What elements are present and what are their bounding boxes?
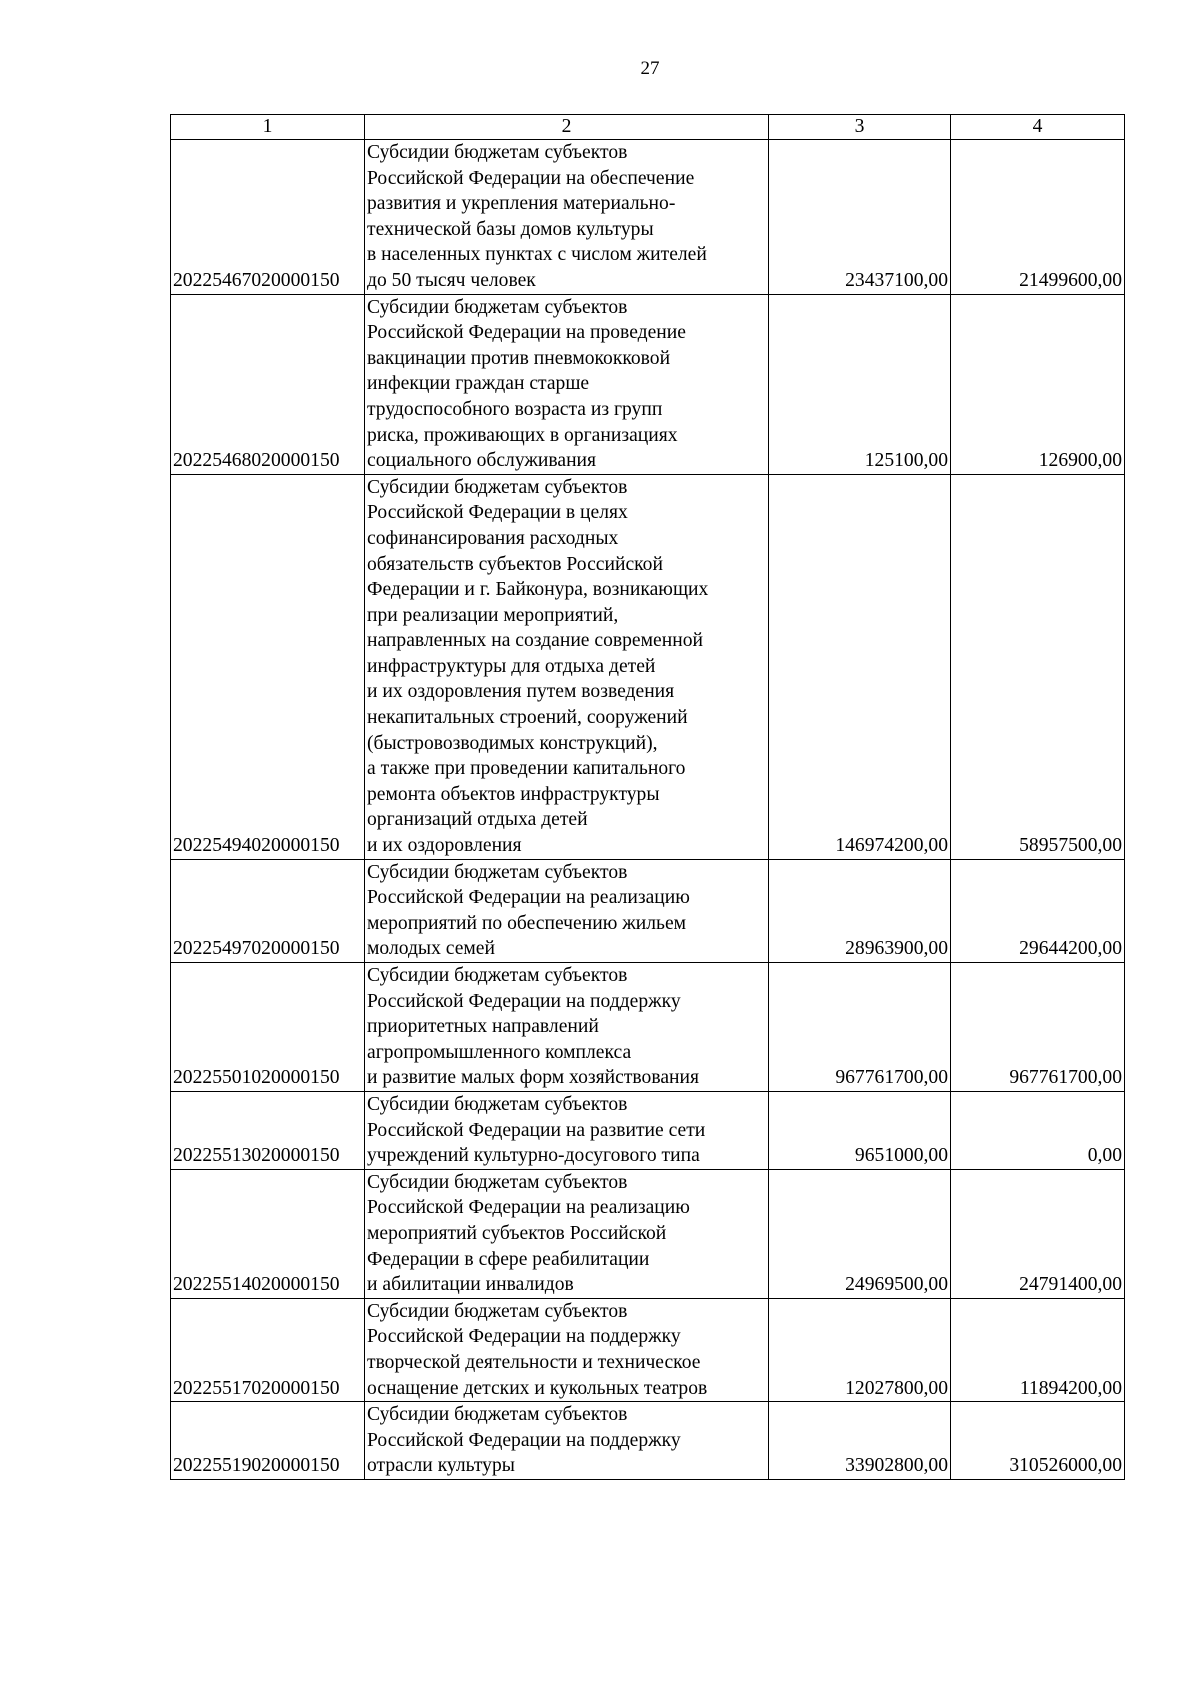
row-value-4: 21499600,00: [951, 140, 1125, 295]
row-name: Субсидии бюджетам субъектов Российской Федерации на развитие сети учреждений культурно-досугового типа: [365, 1091, 769, 1169]
row-name: Субсидии бюджетам субъектов Российской Федерации на поддержку приоритетных направлений агропромышленного комплекса и развитие малых форм хозяйствования: [365, 963, 769, 1092]
row-code: 20225517020000150: [171, 1298, 365, 1401]
header-row: [171, 115, 1125, 140]
row-name: Субсидии бюджетам субъектов Российской Федерации на реализацию мероприятий субъектов Российской Федерации в сфере реабилитации и абилитации инвалидов: [365, 1169, 769, 1298]
table-row: [171, 1402, 1125, 1480]
row-name: Субсидии бюджетам субъектов Российской Федерации на поддержку отрасли культуры: [365, 1402, 769, 1480]
row-code: 20225519020000150: [171, 1402, 365, 1480]
table-row: [171, 140, 1125, 295]
row-code: 20225497020000150: [171, 859, 365, 962]
row-value-4: 58957500,00: [951, 474, 1125, 859]
header-col-2: 2: [365, 115, 769, 140]
budget-table: [170, 114, 1125, 1480]
row-value-3: 23437100,00: [769, 140, 951, 295]
row-value-4: 11894200,00: [951, 1298, 1125, 1401]
row-value-3: 24969500,00: [769, 1169, 951, 1298]
table-row: [171, 963, 1125, 1092]
row-value-4: 967761700,00: [951, 963, 1125, 1092]
row-value-3: 28963900,00: [769, 859, 951, 962]
row-value-3: 125100,00: [769, 294, 951, 474]
row-value-3: 146974200,00: [769, 474, 951, 859]
header-col-4: 4: [951, 115, 1125, 140]
row-code: 20225467020000150: [171, 140, 365, 295]
row-value-4: 310526000,00: [951, 1402, 1125, 1480]
row-code: 20225513020000150: [171, 1091, 365, 1169]
table-row: [171, 859, 1125, 962]
row-name: Субсидии бюджетам субъектов Российской Федерации в целях софинансирования расходных обязательств субъектов Российской Федерации и г. Байконура, возникающих при реализации мероприятий, направленных на создание современной инфраструктуры для отдыха детей и их оздоровления путем возведения некапитальных строений, сооружений (быстровозводимых конструкций), а также при проведении капитального ремонта объектов инфраструктуры организаций отдыха детей и их оздоровления: [365, 474, 769, 859]
row-code: 20225501020000150: [171, 963, 365, 1092]
table-row: [171, 294, 1125, 474]
row-value-4: 126900,00: [951, 294, 1125, 474]
table-row: [171, 1091, 1125, 1169]
row-value-4: 29644200,00: [951, 859, 1125, 962]
row-name: Субсидии бюджетам субъектов Российской Федерации на проведение вакцинации против пневмококковой инфекции граждан старше трудоспособного возраста из групп риска, проживающих в организациях социального обслуживания: [365, 294, 769, 474]
table-header: [171, 115, 1125, 140]
table-body: [171, 140, 1125, 1480]
row-name: Субсидии бюджетам субъектов Российской Федерации на обеспечение развития и укрепления материально- технической базы домов культуры в населенных пунктах с числом жителей до 50 тысяч человек: [365, 140, 769, 295]
header-col-1: 1: [171, 115, 365, 140]
table-row: [171, 1169, 1125, 1298]
row-code: 20225514020000150: [171, 1169, 365, 1298]
row-value-3: 967761700,00: [769, 963, 951, 1092]
row-code: 20225494020000150: [171, 474, 365, 859]
row-name: Субсидии бюджетам субъектов Российской Федерации на реализацию мероприятий по обеспечению жильем молодых семей: [365, 859, 769, 962]
row-value-4: 24791400,00: [951, 1169, 1125, 1298]
row-value-3: 33902800,00: [769, 1402, 951, 1480]
row-name: Субсидии бюджетам субъектов Российской Федерации на поддержку творческой деятельности и техническое оснащение детских и кукольных театров: [365, 1298, 769, 1401]
row-code: 20225468020000150: [171, 294, 365, 474]
header-col-3: 3: [769, 115, 951, 140]
table-row: [171, 474, 1125, 859]
row-value-4: 0,00: [951, 1091, 1125, 1169]
page-number: 27: [640, 58, 660, 79]
table-row: [171, 1298, 1125, 1401]
row-value-3: 12027800,00: [769, 1298, 951, 1401]
row-value-3: 9651000,00: [769, 1091, 951, 1169]
